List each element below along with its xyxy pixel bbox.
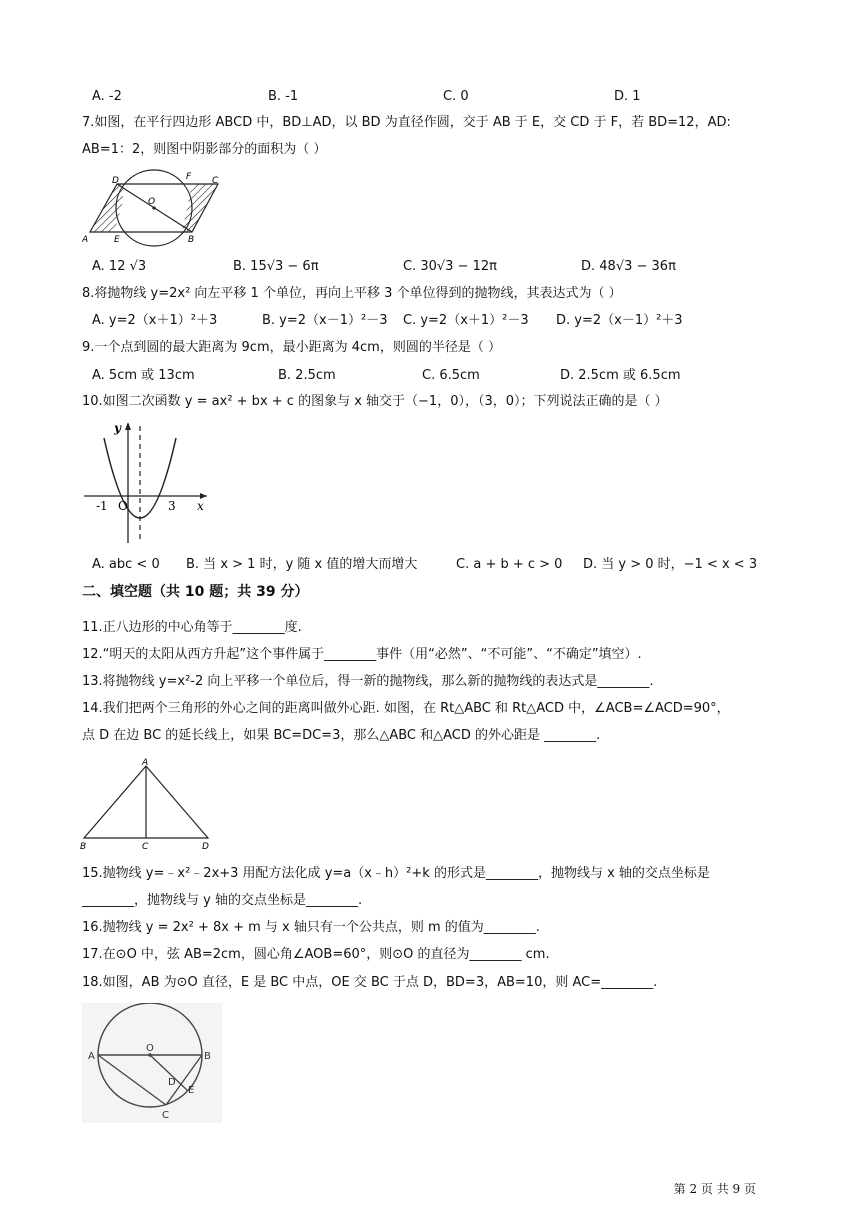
q10-label-3: 3 [168,499,176,513]
q6-option-a: A. -2 [92,89,122,104]
q10-option-d: D. 当 y > 0 时，−1 < x < 3 [583,557,758,572]
q7-option-c: C. 30√3 − 12π [403,259,497,274]
q9-option-c: C. 6.5cm [422,368,480,383]
q14-label-c: C [142,842,149,852]
q18-label-b: B [204,1051,211,1062]
q7-label-e: E [114,235,120,245]
q14-label-d: D [202,842,209,852]
q10-text: 10.如图二次函数 y = ax² + bx + c 的图象与 x 轴交于（−1，0），（3，0）；下列说法正确的是（ ） [82,394,668,409]
q7-label-d: D [112,176,119,186]
q14-label-a: A [142,758,149,768]
page-footer: 第 2 页 共 9 页 [673,1182,756,1196]
q6-option-d: D. 1 [614,89,641,104]
q10-option-b: B. 当 x > 1 时，y 随 x 值的增大而增大 [186,557,418,572]
q7-option-d: D. 48√3 − 36π [581,259,676,274]
q9-text: 9.一个点到圆的最大距离为 9cm，最小距离为 4cm，则圆的半径是（ ） [82,340,501,355]
q9-option-b: B. 2.5cm [278,368,336,383]
q7-text-line1: 7.如图，在平行四边形 ABCD 中，BD⊥AD，以 BD 为直径作圆，交于 AB 于 E，交 CD 于 F，若 BD=12，AD: [82,115,731,130]
q14-figure [80,756,212,852]
q7-figure [82,166,227,248]
q11-text: 11.正八边形的中心角等于________度. [82,620,302,635]
q16-text: 16.抛物线 y = 2x² + 8x + m 与 x 轴只有一个公共点，则 m 的值为________. [82,920,540,935]
q14-text-line1: 14.我们把两个三角形的外心之间的距离叫做外心距. 如图，在 Rt△ABC 和 Rt△ACD 中，∠ACB=∠ACD=90°， [82,701,730,716]
q15-text-line2: ________，抛物线与 y 轴的交点坐标是________. [82,893,363,908]
q12-text: 12.“明天的太阳从西方升起”这个事件属于________事件（用“必然”、“不可能”、“不确定”填空）. [82,647,642,662]
q10-option-a: A. abc < 0 [92,557,160,572]
q8-option-b: B. y=2（x－1）²－3 [262,313,388,328]
q7-option-b: B. 15√3 − 6π [233,259,319,274]
q8-option-c: C. y=2（x＋1）²－3 [403,313,529,328]
section-heading-fill-in: 二、填空题（共 10 题；共 39 分） [82,584,309,600]
q10-label-y: y [114,421,121,435]
q9-option-a: A. 5cm 或 13cm [92,368,195,383]
q7-label-a: A [82,235,89,245]
q18-label-a: A [88,1051,95,1062]
q8-option-d: D. y=2（x－1）²＋3 [556,313,683,328]
q7-text-line2: AB=1：2，则图中阴影部分的面积为（ ） [82,142,327,157]
q14-label-b: B [80,842,87,852]
q7-label-o: O [148,197,156,207]
q10-figure [82,418,212,546]
q18-label-c: C [162,1110,169,1121]
q9-option-d: D. 2.5cm 或 6.5cm [560,368,681,383]
q17-text: 17.在⊙O 中，弦 AB=2cm，圆心角∠AOB=60°，则⊙O 的直径为________ cm. [82,947,550,962]
q10-parabola [104,438,176,518]
q10-y-arrow [125,422,131,430]
q6-option-b: B. -1 [268,89,299,104]
q8-text: 8.将抛物线 y=2x² 向左平移 1 个单位，再向上平移 3 个单位得到的抛物线，其表达式为（ ） [82,286,622,301]
q10-label-o: O [118,499,128,513]
q18-figure [82,1003,222,1123]
q8-option-a: A. y=2（x＋1）²＋3 [92,313,218,328]
q10-label-neg1: -1 [96,499,108,513]
q10-label-x: x [197,499,204,513]
q7-label-b: B [188,235,195,245]
q18-text: 18.如图，AB 为⊙O 直径，E 是 BC 中点，OE 交 BC 于点 D，BD=3，AB=10，则 AC=________. [82,975,658,990]
q7-option-a: A. 12 √3 [92,259,147,274]
q13-text: 13.将抛物线 y=x²-2 向上平移一个单位后，得一新的抛物线，那么新的抛物线的表达式是________. [82,674,654,689]
q10-option-c: C. a + b + c > 0 [456,557,563,572]
q7-label-c: C [212,176,219,186]
q7-label-f: F [186,172,192,182]
q18-label-o: O [146,1043,154,1054]
q18-label-e: E [188,1085,195,1096]
q18-label-d: D [168,1077,176,1088]
q6-option-c: C. 0 [443,89,469,104]
q14-text-line2: 点 D 在边 BC 的延长线上，如果 BC=DC=3，那么△ABC 和△ACD 的外心距是 ________. [82,728,601,743]
q15-text-line1: 15.抛物线 y=﹣x²﹣2x+3 用配方法化成 y=a（x﹣h）²+k 的形式是________，抛物线与 x 轴的交点坐标是 [82,866,710,881]
